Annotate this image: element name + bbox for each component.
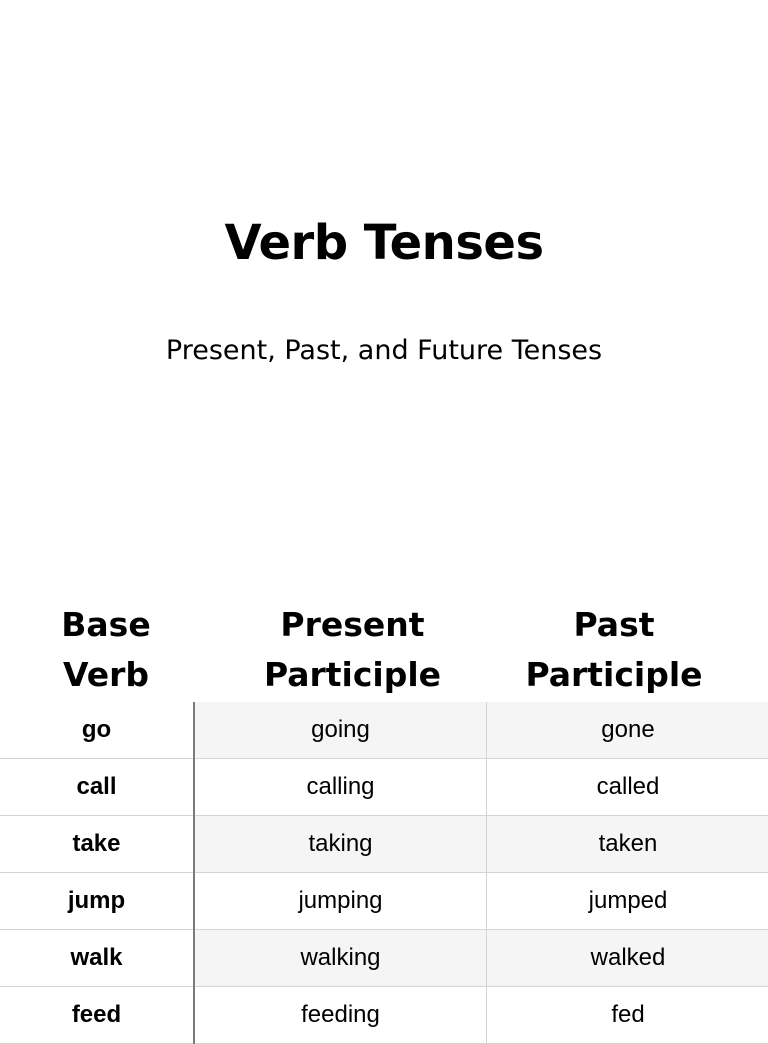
table-row bbox=[0, 873, 768, 930]
column-header-line: Present bbox=[200, 600, 505, 650]
table-row bbox=[0, 987, 768, 1044]
column-header-base-verb bbox=[0, 600, 212, 700]
base-verb-cell: jump bbox=[0, 873, 194, 930]
base-verb-cell: go bbox=[0, 702, 194, 759]
past-participle-cell: walked bbox=[487, 930, 768, 987]
past-participle-cell: fed bbox=[487, 987, 768, 1044]
past-participle-cell: jumped bbox=[487, 873, 768, 930]
base-verb-cell: call bbox=[0, 759, 194, 816]
column-header-line: Past bbox=[460, 600, 768, 650]
present-participle-cell: walking bbox=[194, 930, 487, 987]
page-subtitle: Present, Past, and Future Tenses bbox=[0, 330, 768, 372]
table-row bbox=[0, 702, 768, 759]
page-title: Verb Tenses bbox=[0, 208, 768, 278]
base-verb-cell: walk bbox=[0, 930, 194, 987]
base-verb-cell: feed bbox=[0, 987, 194, 1044]
past-participle-cell: called bbox=[487, 759, 768, 816]
column-header-line: Participle bbox=[460, 650, 768, 700]
table-row bbox=[0, 930, 768, 987]
past-participle-cell: taken bbox=[487, 816, 768, 873]
present-participle-cell: going bbox=[194, 702, 487, 759]
past-participle-cell: gone bbox=[487, 702, 768, 759]
present-participle-cell: jumping bbox=[194, 873, 487, 930]
present-participle-cell: taking bbox=[194, 816, 487, 873]
column-header-line: Verb bbox=[0, 650, 212, 700]
column-header-past-participle bbox=[460, 600, 768, 700]
column-header-line: Participle bbox=[200, 650, 505, 700]
table-row bbox=[0, 759, 768, 816]
base-verb-cell: take bbox=[0, 816, 194, 873]
verb-table bbox=[0, 702, 768, 1044]
present-participle-cell: calling bbox=[194, 759, 487, 816]
table-row bbox=[0, 816, 768, 873]
present-participle-cell: feeding bbox=[194, 987, 487, 1044]
column-header-line: Base bbox=[0, 600, 212, 650]
